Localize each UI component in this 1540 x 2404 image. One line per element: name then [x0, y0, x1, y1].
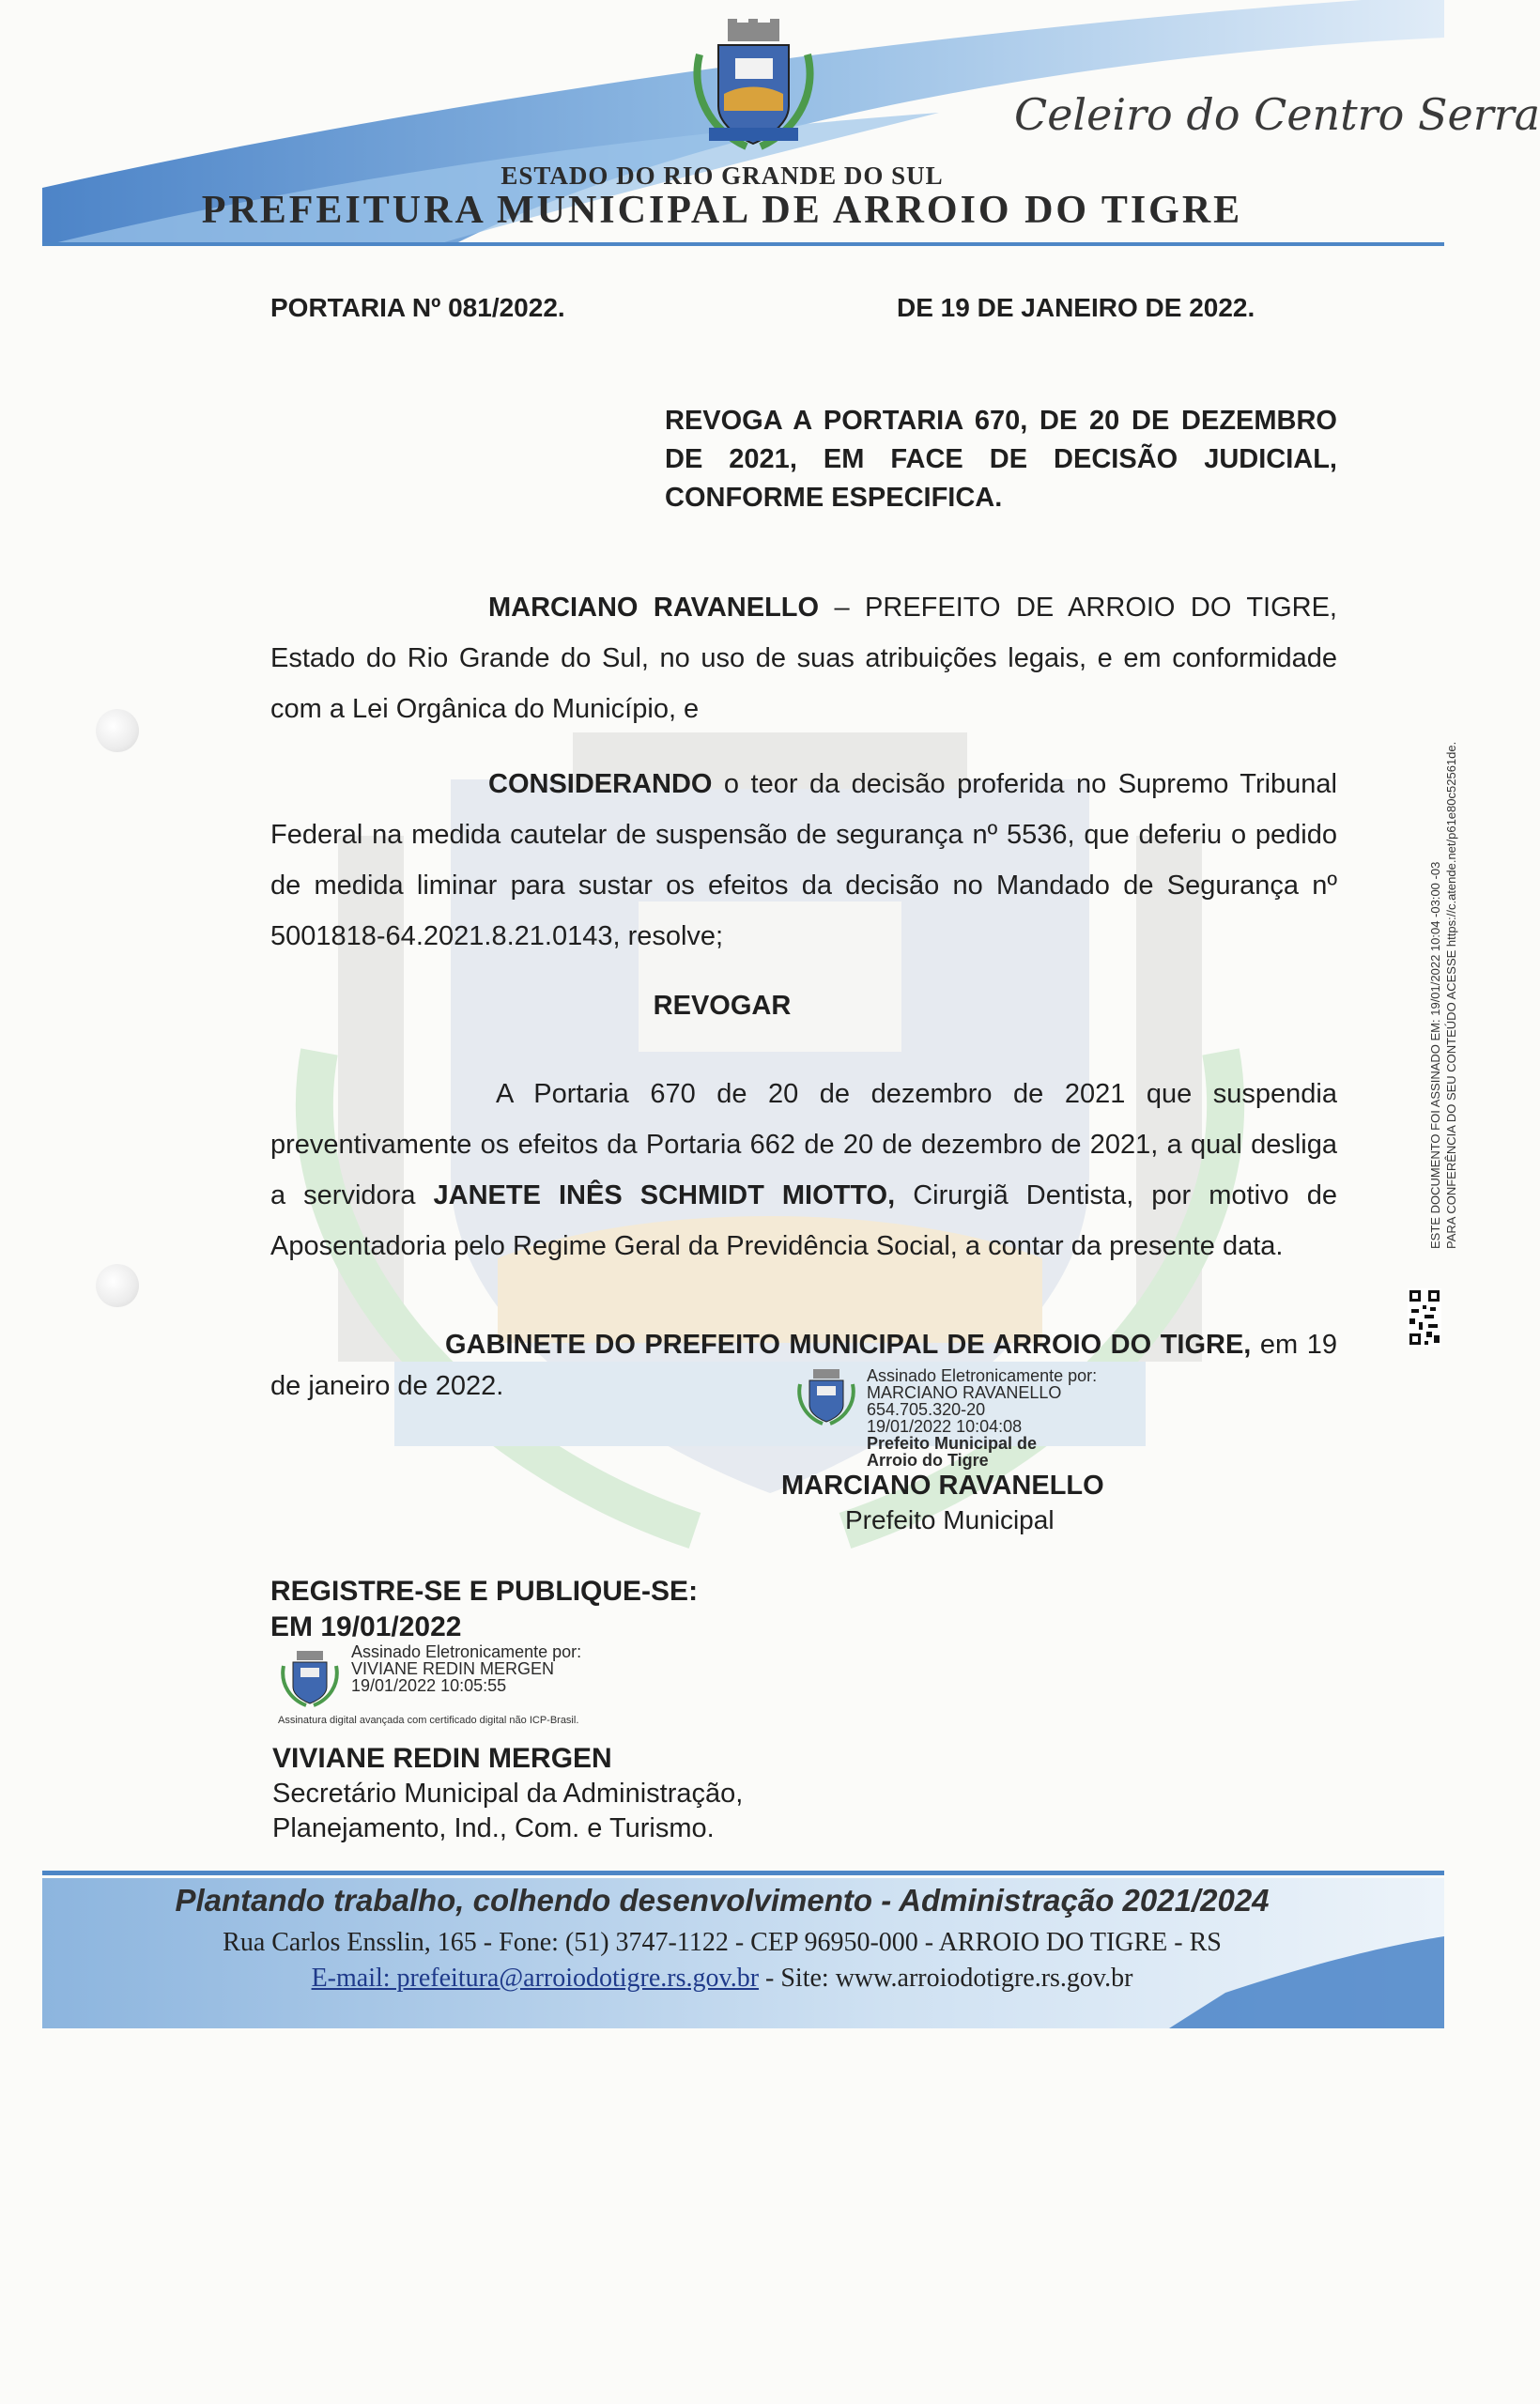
header-divider [42, 242, 1444, 246]
preamble-text: – PREFEITO DE ARROIO DO TIGRE, Estado do Rio Grande do Sul, no uso de suas atribuições legais, e em conformidade com a Lei Orgânica do Município, e [270, 593, 1337, 724]
considerando-text: o teor da decisão proferida no Supremo Tribunal Federal na medida cautelar de suspensão de segurança nº 5536, que deferiu o pedido de medida liminar para sustar os efeitos da decisão no Mandado de Segurança nº 5001818-64.2021.8.21.0143, resolve; [270, 769, 1337, 951]
punch-hole-mark [96, 1264, 139, 1307]
gabinete-date: em 19 de janeiro de 2022. [270, 1330, 1337, 1401]
signature-seal-icon [796, 1367, 856, 1430]
employee-name: JANETE INÊS SCHMIDT MIOTTO, [433, 1180, 896, 1210]
mayor-name-inline: MARCIANO RAVANELLO [488, 593, 820, 623]
gabinete-label: GABINETE DO PREFEITO MUNICIPAL DE ARROIO DO TIGRE, [445, 1330, 1252, 1360]
secretary-e-signature [351, 1643, 652, 1694]
e-signature-name: MARCIANO RAVANELLO [867, 1383, 1062, 1402]
verification-stamp [1427, 742, 1459, 1249]
paragraph-revocation [270, 1069, 1337, 1271]
e-signature-caption: Assinado Eletronicamente por: [351, 1642, 582, 1661]
footer-contact [0, 1964, 1444, 1994]
secretary-name: VIVIANE REDIN MERGEN [272, 1743, 612, 1774]
e-signature-role: Prefeito Municipal de [867, 1434, 1038, 1453]
e-signature-name: VIVIANE REDIN MERGEN [351, 1659, 555, 1678]
signature-note: Assinatura digital avançada com certificado digital não ICP-Brasil. [278, 1715, 579, 1726]
footer-address: Rua Carlos Ensslin, 165 - Fone: (51) 3747-1122 - CEP 96950-000 - ARROIO DO TIGRE - RS [223, 1928, 1222, 1957]
secretary-role [272, 1777, 743, 1846]
email-link[interactable]: E-mail: prefeitura@arroiodotigre.rs.gov.br [311, 1964, 760, 1993]
header-slogan: Celeiro do Centro Serra [1014, 89, 1540, 140]
portaria-date: DE 19 DE JANEIRO DE 2022. [897, 293, 1255, 322]
registre-block [270, 1574, 698, 1645]
ementa: REVOGA A PORTARIA 670, DE 20 DE DEZEMBRO DE 2021, EM FACE DE DECISÃO JUDICIAL, CONFORME ESPECIFICA. [665, 406, 1337, 513]
considerando-label: CONSIDERANDO [488, 769, 713, 799]
registre-label: REGISTRE-SE E PUBLIQUE-SE: [270, 1576, 699, 1607]
footer-slogan: Plantando trabalho, colhendo desenvolvimento - Administração 2021/2024 [175, 1883, 1270, 1918]
municipal-coat-of-arms-icon [690, 17, 817, 158]
verification-line-1: ESTE DOCUMENTO FOI ASSINADO EM: 19/01/2022 10:04 -03:00 -03 [1428, 861, 1442, 1249]
signature-seal-icon [280, 1649, 340, 1712]
portaria-number: PORTARIA Nº 081/2022. [270, 293, 565, 322]
mayor-e-signature [867, 1367, 1186, 1469]
punch-hole-mark [96, 709, 139, 752]
e-signature-cpf: 654.705.320-20 [867, 1400, 986, 1419]
paragraph-considerando [270, 759, 1337, 962]
e-signature-caption: Assinado Eletronicamente por: [867, 1366, 1098, 1385]
mayor-name: MARCIANO RAVANELLO [781, 1471, 1104, 1501]
secretary-role-line-1: Secretário Municipal da Administração, [272, 1779, 744, 1809]
e-signature-timestamp: 19/01/2022 10:05:55 [351, 1676, 507, 1695]
revocation-text-b: Cirurgiã Dentista, por motivo de Aposentadoria pelo Regime Geral da Previdência Social, a contar da presente data. [270, 1180, 1337, 1261]
state-name: ESTADO DO RIO GRANDE DO SUL [500, 162, 944, 190]
registre-date: EM 19/01/2022 [270, 1611, 462, 1642]
revocation-text-a: A Portaria 670 de 20 de dezembro de 2021 que suspendia preventivamente os efeitos da Portaria 662 de 20 de dezembro de 2021, a qual desliga a servidora [270, 1079, 1337, 1210]
verification-line-2: PARA CONFERÊNCIA DO SEU CONTEÚDO ACESSE https://c.atende.net/p61e80c52561de. [1444, 741, 1458, 1249]
secretary-role-line-2: Planejamento, Ind., Com. e Turismo. [272, 1813, 715, 1843]
municipality-name: PREFEITURA MUNICIPAL DE ARROIO DO TIGRE [201, 189, 1243, 232]
mayor-role: Prefeito Municipal [845, 1505, 1055, 1534]
revogar-heading: REVOGAR [653, 991, 792, 1021]
e-signature-timestamp: 19/01/2022 10:04:08 [867, 1417, 1023, 1436]
paragraph-preamble [270, 582, 1337, 734]
site-text: - Site: www.arroiodotigre.rs.gov.br [759, 1964, 1133, 1993]
qr-code-icon[interactable] [1408, 1288, 1441, 1347]
e-signature-role-2: Arroio do Tigre [867, 1451, 989, 1470]
